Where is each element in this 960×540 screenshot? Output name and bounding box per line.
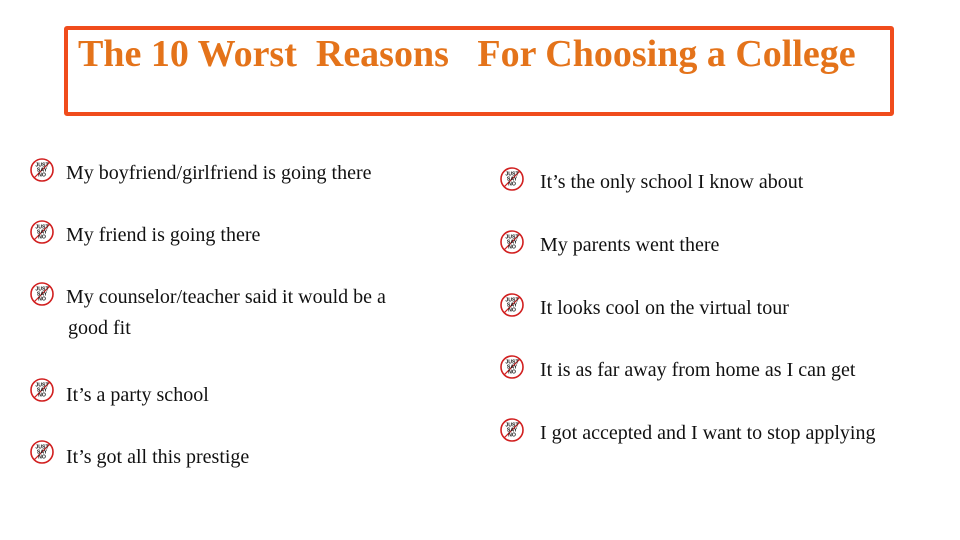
svg-text:SAY: SAY (506, 176, 518, 183)
list-item-label: It’s the only school I know about (540, 171, 804, 193)
svg-text:SAY: SAY (36, 387, 48, 394)
svg-text:JUST: JUST (505, 171, 519, 178)
svg-text:JUST: JUST (505, 234, 519, 241)
svg-text:SAY: SAY (36, 229, 48, 236)
list-item (500, 293, 789, 324)
just-say-no-icon (30, 158, 54, 182)
svg-text:JUST: JUST (35, 382, 49, 389)
svg-text:NO: NO (38, 454, 46, 461)
svg-text:NO: NO (38, 172, 46, 179)
list-item-label: It’s got all this prestige (66, 446, 250, 468)
list-item (30, 282, 386, 344)
svg-text:JUST: JUST (505, 422, 519, 429)
just-say-no-icon (500, 293, 524, 317)
svg-text:JUST: JUST (35, 224, 49, 231)
list-item (30, 378, 209, 411)
svg-text:NO: NO (38, 234, 46, 241)
list-item-label: It’s a party school (66, 384, 209, 406)
svg-text:SAY: SAY (506, 364, 518, 371)
slide-title: The 10 Worst Reasons For Choosing a College (78, 33, 856, 75)
svg-text:SAY: SAY (36, 167, 48, 174)
title-box (64, 26, 894, 116)
list-item-label: I got accepted and I want to stop applying (540, 422, 876, 444)
svg-text:NO: NO (508, 307, 516, 314)
svg-text:SAY: SAY (506, 302, 518, 309)
svg-text:JUST: JUST (35, 162, 49, 169)
list-item (500, 230, 719, 261)
just-say-no-icon (30, 220, 54, 244)
list-item-label: My counselor/teacher said it would be a (66, 286, 386, 308)
list-item-label: It is as far away from home as I can get (540, 359, 856, 381)
list-item (30, 158, 372, 189)
list-item (500, 167, 803, 198)
svg-text:NO: NO (508, 181, 516, 188)
just-say-no-icon (500, 230, 524, 254)
list-item (30, 440, 249, 473)
just-say-no-icon (30, 282, 54, 306)
svg-text:SAY: SAY (36, 291, 48, 298)
svg-text:SAY: SAY (506, 427, 518, 434)
list-item-text (54, 282, 386, 344)
svg-text:JUST: JUST (505, 297, 519, 304)
svg-text:SAY: SAY (506, 239, 518, 246)
list-item-label: My parents went there (540, 234, 720, 256)
just-say-no-icon (500, 418, 524, 442)
list-item (500, 355, 855, 386)
list-item-label: It looks cool on the virtual tour (540, 297, 789, 319)
svg-text:NO: NO (508, 244, 516, 251)
svg-text:NO: NO (508, 369, 516, 376)
list-item-label: My boyfriend/girlfriend is going there (66, 162, 372, 184)
svg-text:JUST: JUST (35, 444, 49, 451)
list-item (30, 220, 260, 251)
list-item-label-continued: good fit (68, 317, 131, 339)
just-say-no-icon (500, 167, 524, 191)
svg-text:JUST: JUST (35, 286, 49, 293)
svg-text:NO: NO (38, 296, 46, 303)
svg-text:JUST: JUST (505, 359, 519, 366)
just-say-no-icon (30, 440, 54, 464)
svg-text:NO: NO (38, 392, 46, 399)
just-say-no-icon (30, 378, 54, 402)
just-say-no-icon (500, 355, 524, 379)
svg-text:NO: NO (508, 432, 516, 439)
svg-text:SAY: SAY (36, 449, 48, 456)
list-item (500, 418, 875, 449)
list-item-label: My friend is going there (66, 224, 261, 246)
